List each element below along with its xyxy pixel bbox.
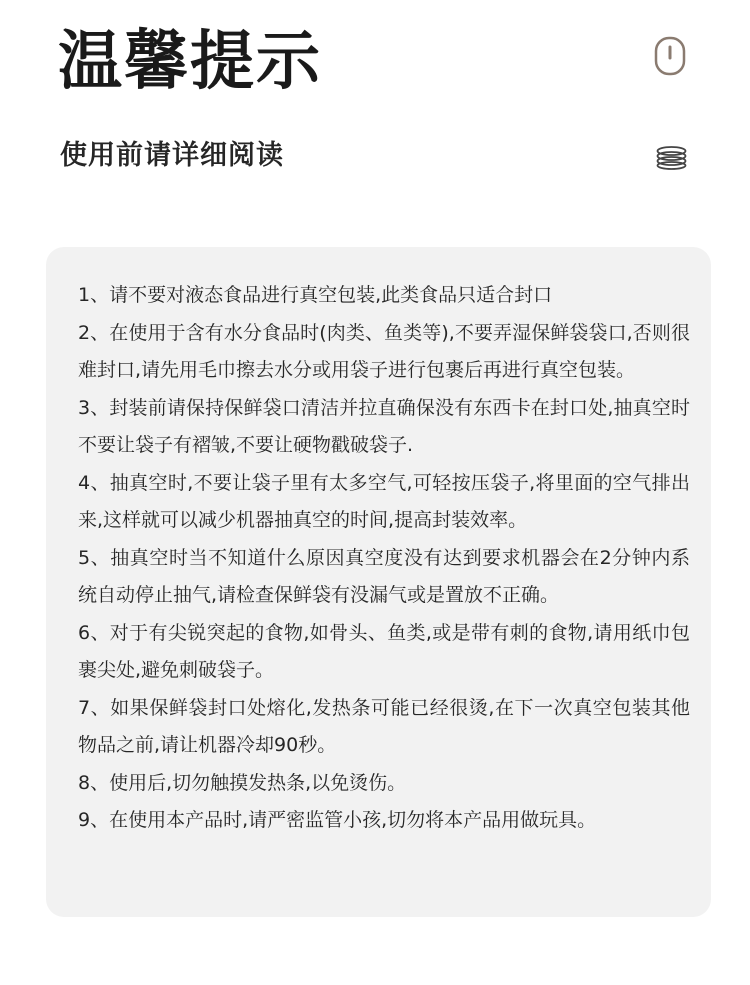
note-item-6: 6、对于有尖锐突起的食物,如骨头、鱼类,或是带有刺的食物,请用纸巾包裹尖处,避免刺破袋子。 <box>78 621 690 681</box>
notes-list <box>78 277 690 840</box>
note-item-4: 4、抽真空时,不要让袋子里有太多空气,可轻按压袋子,将里面的空气排出来,这样就可以减少机器抽真空的时间,提高封装效率。 <box>78 471 690 531</box>
page-title: 温馨提示 <box>58 25 322 99</box>
coil-icon <box>655 145 688 171</box>
note-item-5: 5、抽真空时当不知道什么原因真空度没有达到要求机器会在2分钟内系统自动停止抽气,请检查保鲜袋有没漏气或是置放不正确。 <box>78 546 690 606</box>
note-item-7: 7、如果保鲜袋封口处熔化,发热条可能已经很烫,在下一次真空包装其他物品之前,请让机器冷却90秒。 <box>78 696 690 756</box>
page-subtitle: 使用前请详细阅读 <box>60 140 284 171</box>
capsule-icon <box>654 36 686 76</box>
notes-card <box>46 247 711 917</box>
note-item-3: 3、封装前请保持保鲜袋口清洁并拉直确保没有东西卡在封口处,抽真空时不要让袋子有褶皱,不要让硬物戳破袋子. <box>78 396 690 456</box>
note-item-8: 8、使用后,切勿触摸发热条,以免烫伤。 <box>78 771 407 794</box>
note-item-1: 1、请不要对液态食品进行真空包装,此类食品只适合封口 <box>78 284 553 306</box>
note-item-2: 2、在使用于含有水分食品时(肉类、鱼类等),不要弄湿保鲜袋袋口,否则很难封口,请先用毛巾擦去水分或用袋子进行包裹后再进行真空包装。 <box>78 321 690 381</box>
note-item-9: 9、在使用本产品时,请严密监管小孩,切勿将本产品用做玩具。 <box>78 809 597 831</box>
